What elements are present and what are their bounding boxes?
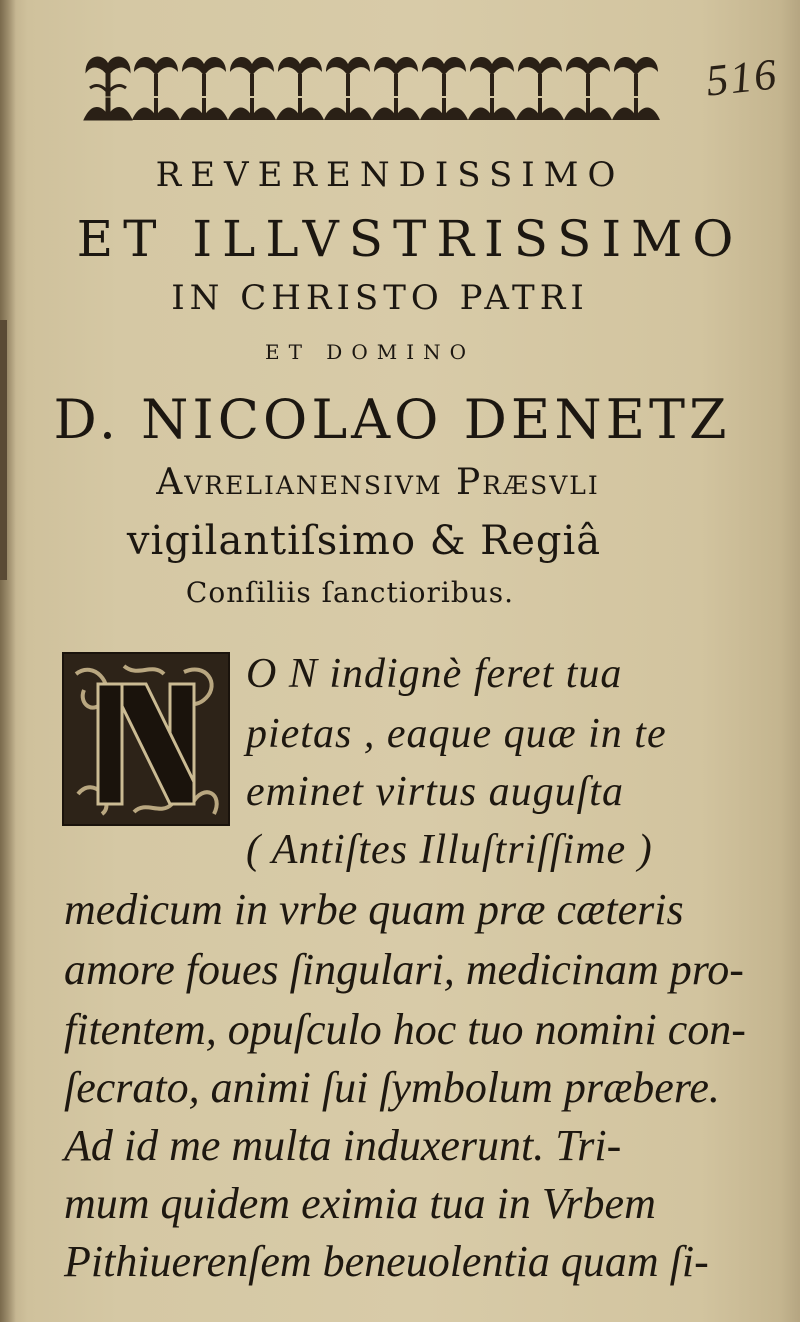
dedication-line-3: IN CHRISTO PATRI xyxy=(171,278,589,318)
text-line-8: ſecrato, animi ſui ſymbolum præbere. xyxy=(64,1063,720,1112)
text-line-3: eminet virtus auguſta xyxy=(246,769,624,815)
spine-shadow xyxy=(0,0,16,1322)
text-line-4: ( Antiſtes Illuſtriſſime ) xyxy=(246,827,653,873)
dedication-line-1: REVERENDISSIMO xyxy=(155,155,625,195)
text-line-7: fitentem, opuſculo hoc tuo nomini con- xyxy=(64,1005,746,1054)
folio-number: 516 xyxy=(703,49,781,106)
dedicatee-epithet: vigilantiſsimo & Regiâ xyxy=(126,518,602,564)
text-line-10: mum quidem eximia tua in Vrbem xyxy=(64,1179,656,1228)
text-line-2: pietas , eaque quæ in te xyxy=(246,711,667,757)
text-line-5: medicum in vrbe quam præ cæteris xyxy=(64,885,684,934)
dedication-line-4: ET DOMINO xyxy=(264,340,475,364)
text-line-1: O N indignè feret tua xyxy=(246,651,623,697)
text-line-9: Ad id me multa induxerunt. Tri- xyxy=(64,1121,622,1170)
text-line-11: Pithiuerenſem beneuolentia quam ſi- xyxy=(64,1237,709,1286)
dedicatee-name: D. NICOLAO DENETZ xyxy=(53,388,731,451)
floral-ornament-band-icon xyxy=(80,42,660,130)
dedication-line-2: ET ILLVSTRISSIMO xyxy=(76,210,744,268)
decorated-initial-n-icon xyxy=(62,652,230,826)
dedicatee-title: Avrelianensivm Præsvli xyxy=(156,462,600,503)
dedicatee-office: Conſiliis ſanctioribus. xyxy=(185,576,515,609)
text-line-6: amore foues ſingulari, medicinam pro- xyxy=(64,945,744,994)
